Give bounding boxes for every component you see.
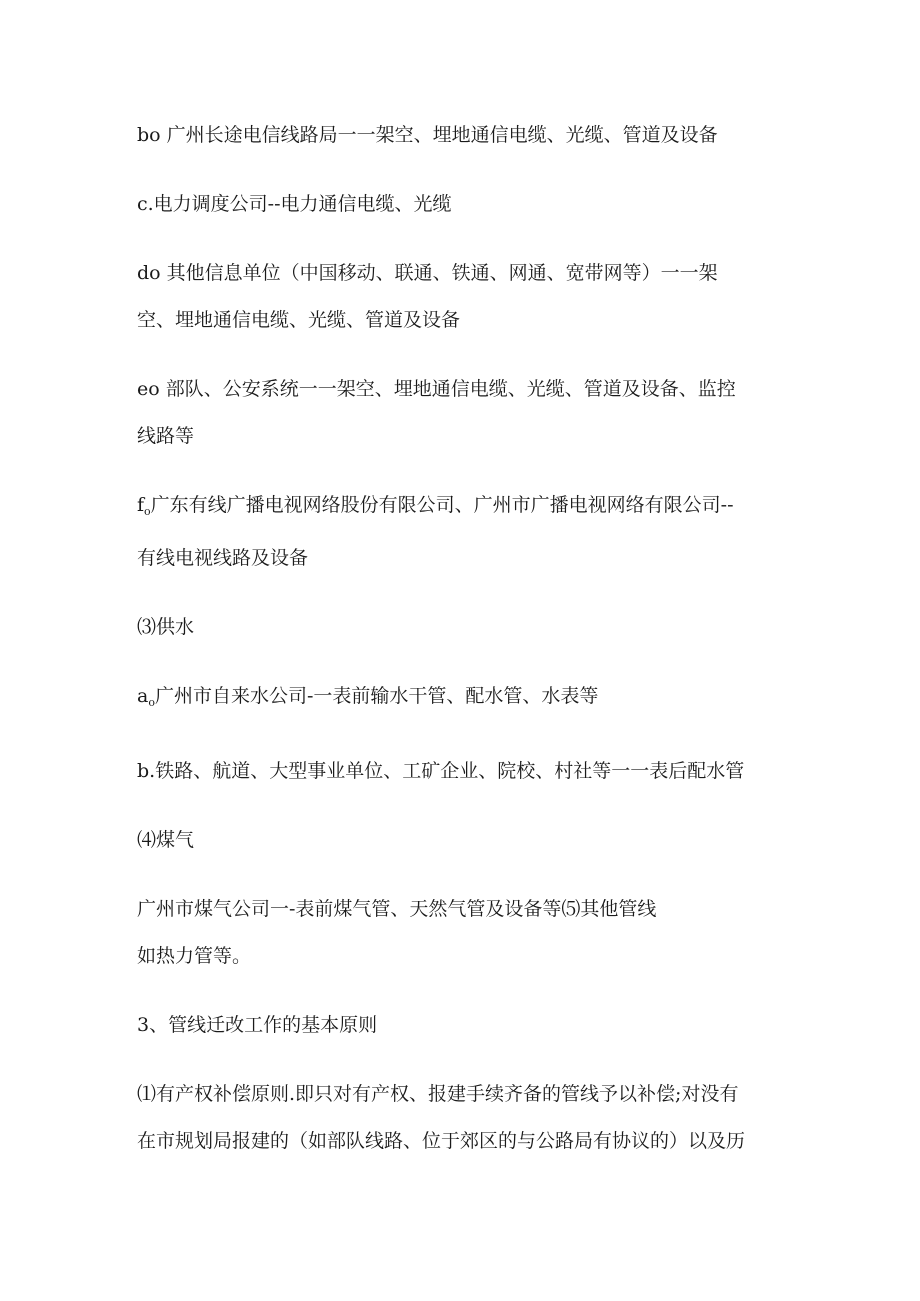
text-line: eo 部队、公安系统一一架空、埋地通信电缆、光缆、管道及设备、监控 <box>137 378 736 400</box>
text-line <box>137 673 797 726</box>
paragraph-military-public-security <box>137 366 797 460</box>
paragraph-gas-company <box>137 886 797 980</box>
list-marker-subscript: o <box>144 505 151 518</box>
section-heading-gas <box>137 817 797 864</box>
text-line: ⑶供水 <box>137 616 195 638</box>
paragraph-railway-waterway-units <box>137 748 797 795</box>
text-line: 在市规划局报建的（如部队线路、位于郊区的与公路局有协议的）以及历 <box>137 1130 746 1152</box>
paragraph-other-information-units <box>137 250 797 344</box>
text-line: ⑷煤气 <box>137 829 195 851</box>
line-text: 广东有线广播电视网络股份有限公司、广州市广播电视网络有限公司-- <box>150 494 734 516</box>
paragraph-tap-water-company <box>137 673 797 726</box>
text-line: b.铁路、航道、大型事业单位、工矿企业、院校、村社等一一表后配水管 <box>137 760 745 782</box>
section-heading-water-supply <box>137 604 797 651</box>
document-body <box>137 112 797 1165</box>
text-line: do 其他信息单位（中国移动、联通、铁通、网通、宽带网等）一一架 <box>137 262 718 284</box>
section-heading-basic-principles <box>137 1002 797 1049</box>
paragraph-property-rights-principle <box>137 1071 797 1165</box>
list-marker: a <box>137 685 149 707</box>
paragraph-guangzhou-long-distance-telecom <box>137 112 797 159</box>
text-line: 3、管线迁改工作的基本原则 <box>137 1014 378 1036</box>
text-line: 线路等 <box>137 425 195 447</box>
paragraph-power-dispatch-company <box>137 181 797 228</box>
line-text: 广州市自来水公司-一表前输水干管、配水管、水表等 <box>154 685 599 707</box>
text-line: 空、埋地通信电缆、光缆、管道及设备 <box>137 309 461 331</box>
text-line: 广州市煤气公司一-表前煤气管、天然气管及设备等⑸其他管线 <box>137 898 657 920</box>
text-line <box>137 482 797 535</box>
text-line: c.电力调度公司--电力通信电缆、光缆 <box>137 193 452 215</box>
text-line: bo 广州长途电信线路局一一架空、埋地通信电缆、光缆、管道及设备 <box>137 124 718 146</box>
paragraph-cable-tv-network <box>137 482 797 582</box>
text-line: ⑴有产权补偿原则.即只对有产权、报建手续齐备的管线予以补偿;对没有 <box>137 1083 739 1105</box>
text-line: 如热力管等。 <box>137 945 252 967</box>
list-marker: f <box>137 494 145 516</box>
list-marker-subscript: o <box>148 696 155 709</box>
text-line: 有线电视线路及设备 <box>137 547 309 569</box>
